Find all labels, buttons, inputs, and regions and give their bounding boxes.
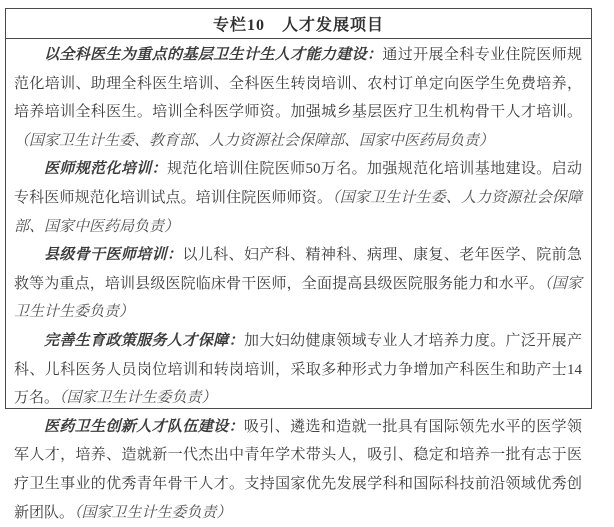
paragraph-lead: 以全科医生为重点的基层卫生计生人才能力建设： (44, 47, 383, 63)
paragraph-grassroots-talent (14, 41, 582, 155)
talent-development-panel (5, 8, 592, 521)
paragraph-physician-standardized-training (14, 155, 582, 241)
paragraph-lead: 医师规范化培训： (44, 161, 168, 178)
paragraph-agency-note: （国家卫生计生委负责） (59, 390, 217, 407)
paragraph-text: 加大妇幼健康领域专业人才培养力度。广泛开展产科、儿科医务人员岗位培训和转岗培训，采取多种形式力争增加产科医生和助产士14万名。 (14, 332, 582, 407)
paragraph-lead: 医药卫生创新人才队伍建设： (44, 418, 244, 435)
paragraph-lead: 完善生育政策服务人才保障： (44, 332, 244, 349)
paragraph-text: 通过开展全科专业住院医师规范化培训、助理全科医生培训、全科医生转岗培训、农村订单定向医学生免费培养，培养培训全科医生。培训全科医学师资。加强城乡基层医疗卫生机构骨干人才培训。 (14, 47, 582, 121)
paragraph-fertility-policy-service (14, 327, 582, 413)
panel-title: 专栏10 人才发展项目 (212, 17, 384, 34)
paragraph-text: 以儿科、妇产科、精神科、病理、康复、老年医学、院前急救等为重点，培训县级医院临床骨干医师，全面提高县级医院服务能力和水平。 (14, 247, 582, 292)
panel-title-bar (6, 9, 591, 39)
paragraph-agency-note: （国家卫生计生委、教育部、人力资源社会保障部、国家中医药局负责） (14, 132, 495, 149)
paragraph-text: 规范化培训住院医师50万名。加强规范化培训基地建设。启动专科医师规范化培训试点。培训住院医师师资。 (14, 161, 582, 206)
paragraph-county-backbone-physician (14, 241, 582, 327)
paragraph-agency-note: （国家卫生计生委负责） (14, 275, 582, 321)
paragraph-agency-note: （国家卫生计生委、人力资源社会保障部、国家中医药局负责） (14, 189, 582, 235)
paragraph-agency-note: （国家卫生计生委负责） (74, 504, 232, 521)
paragraph-text: 吸引、遴选和造就一批具有国际领先水平的医学领军人才，培养、造就新一代杰出中青年学术带头人，吸引、稳定和培养一批有志于医疗卫生事业的优秀青年骨干人才。支持国家优先发展学科和国际科技前沿领域优秀创新团队。 (14, 418, 582, 521)
panel-body (6, 39, 591, 527)
paragraph-lead: 县级骨干医师培训： (44, 247, 183, 264)
paragraph-innovation-talent-team (14, 413, 582, 527)
